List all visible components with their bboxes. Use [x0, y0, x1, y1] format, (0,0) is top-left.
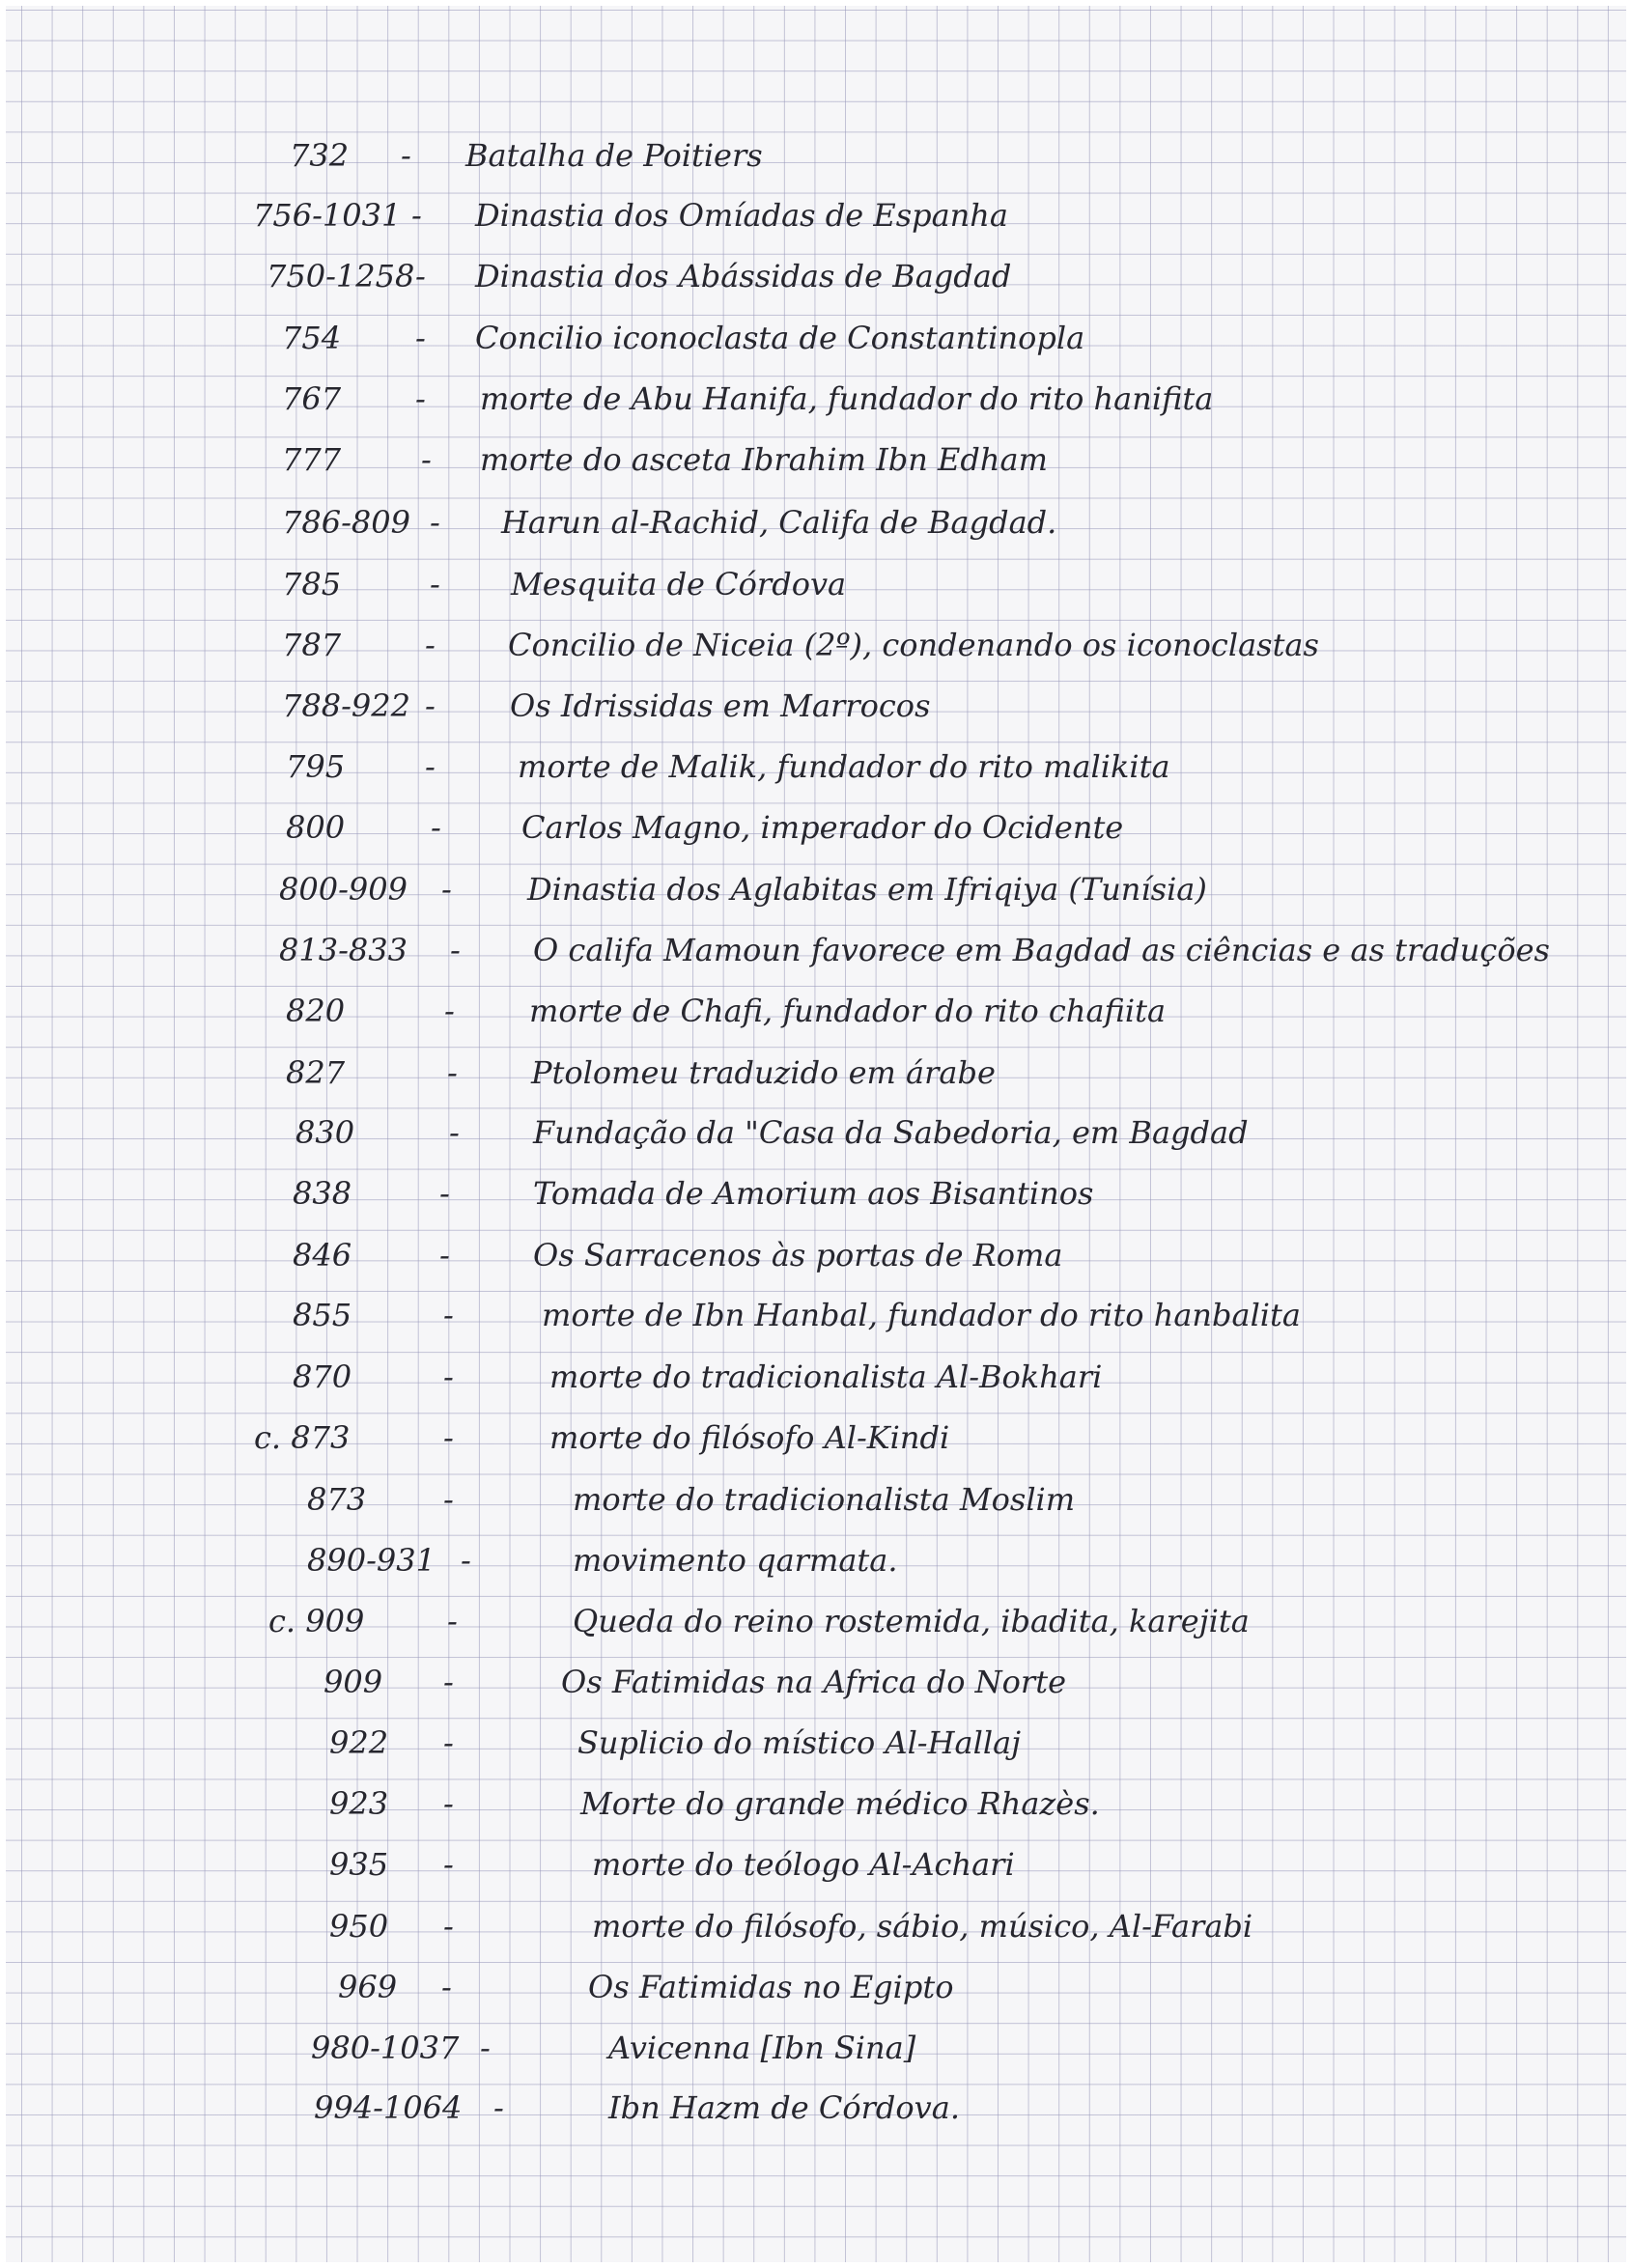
chronology-entry — [290, 128, 1593, 182]
entry-date: c. 873 — [254, 1419, 351, 1456]
chronology-entry — [295, 1106, 1593, 1160]
chronology-entry — [329, 1716, 1593, 1770]
entry-dash: - — [443, 1724, 454, 1761]
chronology-entry — [282, 557, 1593, 611]
entry-description: Queda do reino rostemida, ibadita, karejita — [573, 1603, 1250, 1639]
entry-dash: - — [443, 1297, 454, 1333]
chronology-entry — [282, 433, 1593, 487]
entry-description: Dinastia dos Abássidas de Bagdad — [475, 258, 1012, 294]
entry-date: c. 909 — [268, 1603, 365, 1639]
entry-date: 980-1037 — [311, 2030, 460, 2066]
entry-description: morte do teólogo Al-Achari — [592, 1846, 1015, 1883]
entry-dash: - — [443, 1664, 454, 1700]
entry-date: 994-1064 — [314, 2089, 463, 2126]
entry-description: morte do asceta Ibrahim Ibn Edham — [480, 441, 1048, 478]
entry-date: 909 — [324, 1664, 383, 1700]
entry-description: Dinastia dos Omíadas de Espanha — [475, 197, 1008, 234]
entry-dash: - — [415, 258, 426, 294]
chronology-entry — [311, 2021, 1593, 2075]
entry-date: 785 — [282, 566, 342, 602]
entry-date: 788-922 — [282, 687, 410, 724]
entry-date: 846 — [293, 1237, 352, 1274]
entry-description: Carlos Magno, imperador do Ocidente — [521, 809, 1124, 846]
entry-date: 754 — [282, 320, 342, 356]
entry-description: Os Fatimidas na Africa do Norte — [561, 1664, 1066, 1700]
entry-description: Suplicio do místico Al-Hallaj — [577, 1724, 1022, 1761]
chronology-entry — [286, 984, 1593, 1038]
chronology-entry — [324, 1655, 1593, 1709]
entry-description: Fundação da "Casa da Sabedoria, em Bagdad — [533, 1114, 1249, 1151]
entry-description: Harun al-Rachid, Califa de Bagdad. — [501, 504, 1057, 541]
entry-date: 935 — [329, 1846, 389, 1883]
entry-description: morte de Chafi, fundador do rito chafiita — [529, 993, 1167, 1029]
entry-description: morte do tradicionalista Moslim — [573, 1481, 1076, 1518]
entry-dash: - — [425, 627, 436, 663]
entry-description: morte de Malik, fundador do rito malikita — [518, 748, 1170, 785]
entry-date: 750-1258 — [267, 258, 415, 294]
entry-date: 922 — [329, 1724, 389, 1761]
entry-date: 786-809 — [282, 504, 410, 541]
entry-dash: - — [449, 1114, 460, 1151]
entry-date: 923 — [329, 1785, 389, 1822]
entry-dash: - — [439, 1237, 450, 1274]
entry-dash: - — [461, 1542, 471, 1579]
entry-description: morte do tradicionalista Al-Bokhari — [549, 1358, 1103, 1395]
entry-dash: - — [441, 871, 452, 908]
entry-date: 787 — [282, 627, 342, 663]
entry-description: Ibn Hazm de Córdova. — [608, 2089, 960, 2126]
chronology-entry — [282, 618, 1593, 672]
chronology-entry — [293, 1228, 1593, 1282]
entry-dash: - — [439, 1175, 450, 1212]
entry-dash: - — [415, 380, 426, 417]
entry-description: Mesquita de Córdova — [511, 566, 847, 602]
entry-dash: - — [401, 137, 411, 174]
entry-dash: - — [443, 1481, 454, 1518]
entry-dash: - — [441, 1969, 452, 2005]
entry-date: 870 — [293, 1358, 352, 1395]
entry-dash: - — [493, 2089, 504, 2126]
entry-dash: - — [447, 1054, 458, 1091]
entry-description: Ptolomeu traduzido em árabe — [531, 1054, 996, 1091]
entry-description: morte do filósofo, sábio, músico, Al-Farabi — [592, 1908, 1253, 1945]
entry-dash: - — [411, 197, 422, 234]
entry-date: 732 — [290, 137, 350, 174]
entry-description: Os Fatimidas no Egipto — [588, 1969, 954, 2005]
entry-date: 950 — [329, 1908, 389, 1945]
entry-description: O califa Mamoun favorece em Bagdad as ciências e as traduções — [533, 932, 1550, 968]
entry-date: 767 — [282, 380, 342, 417]
chronology-entry — [293, 1288, 1593, 1342]
entry-dash: - — [443, 1908, 454, 1945]
entry-date: 813-833 — [279, 932, 408, 968]
entry-dash: - — [443, 1846, 454, 1883]
entry-date: 795 — [286, 748, 346, 785]
chronology-entry — [286, 1046, 1593, 1100]
entry-date: 873 — [307, 1481, 367, 1518]
chronology-entry — [282, 679, 1593, 733]
entry-date: 969 — [338, 1969, 398, 2005]
chronology-entry — [329, 1777, 1593, 1831]
chronology-entry — [279, 862, 1593, 916]
entry-description: Avicenna [Ibn Sina] — [608, 2030, 916, 2066]
entry-description: morte de Abu Hanifa, fundador do rito hanifita — [480, 380, 1214, 417]
entry-date: 830 — [295, 1114, 355, 1151]
chronology-entry — [293, 1166, 1593, 1220]
chronology-entry — [282, 372, 1593, 426]
entry-dash: - — [443, 1785, 454, 1822]
chronology-entry — [282, 311, 1593, 365]
chronology-entry — [282, 495, 1593, 549]
entry-description: morte do filósofo Al-Kindi — [549, 1419, 950, 1456]
entry-description: morte de Ibn Hanbal, fundador do rito hanbalita — [542, 1297, 1301, 1333]
entry-dash: - — [443, 1419, 454, 1456]
entry-dash: - — [415, 320, 426, 356]
entry-description: Batalha de Poitiers — [465, 137, 763, 174]
chronology-entry — [307, 1533, 1593, 1587]
entry-dash: - — [430, 566, 440, 602]
entry-description: Morte do grande médico Rhazès. — [580, 1785, 1100, 1822]
entry-date: 777 — [282, 441, 342, 478]
entry-dash: - — [480, 2030, 491, 2066]
chronology-entry — [267, 249, 1593, 303]
entry-date: 890-931 — [307, 1542, 436, 1579]
entry-dash: - — [443, 1358, 454, 1395]
entry-description: Concilio iconoclasta de Constantinopla — [475, 320, 1085, 356]
chronology-entry — [279, 923, 1593, 977]
entry-date: 838 — [293, 1175, 352, 1212]
entry-description: Dinastia dos Aglabitas em Ifriqiya (Tunísia) — [527, 871, 1207, 908]
entry-description: movimento qarmata. — [573, 1542, 898, 1579]
entry-dash: - — [431, 809, 441, 846]
entry-dash: - — [430, 504, 440, 541]
entry-description: Os Sarracenos às portas de Roma — [533, 1237, 1063, 1274]
entry-dash: - — [450, 932, 461, 968]
entry-date: 800-909 — [279, 871, 408, 908]
entry-dash: - — [425, 687, 436, 724]
chronology-entry — [293, 1350, 1593, 1404]
entry-date: 800 — [286, 809, 346, 846]
entry-dash: - — [425, 748, 436, 785]
entry-date: 820 — [286, 993, 346, 1029]
chronology-entry — [253, 188, 1593, 242]
entry-dash: - — [421, 441, 432, 478]
chronology-entry — [268, 1594, 1593, 1648]
chronology-entry — [338, 1960, 1593, 2014]
entry-date: 855 — [293, 1297, 352, 1333]
chronology-entry — [314, 2081, 1593, 2135]
chronology-entry — [329, 1899, 1593, 1953]
chronology-entry — [329, 1837, 1593, 1891]
entry-date: 756-1031 — [253, 197, 402, 234]
entry-dash: - — [447, 1603, 458, 1639]
entry-description: Concilio de Niceia (2º), condenando os iconoclastas — [508, 627, 1319, 663]
entry-description: Os Idrissidas em Marrocos — [510, 687, 931, 724]
entry-description: Tomada de Amorium aos Bisantinos — [533, 1175, 1094, 1212]
chronology-entry — [254, 1411, 1593, 1465]
entry-date: 827 — [286, 1054, 346, 1091]
chronology-entry — [286, 740, 1593, 794]
entry-dash: - — [444, 993, 455, 1029]
chronology-entry — [286, 800, 1593, 854]
chronology-entry — [307, 1472, 1593, 1526]
